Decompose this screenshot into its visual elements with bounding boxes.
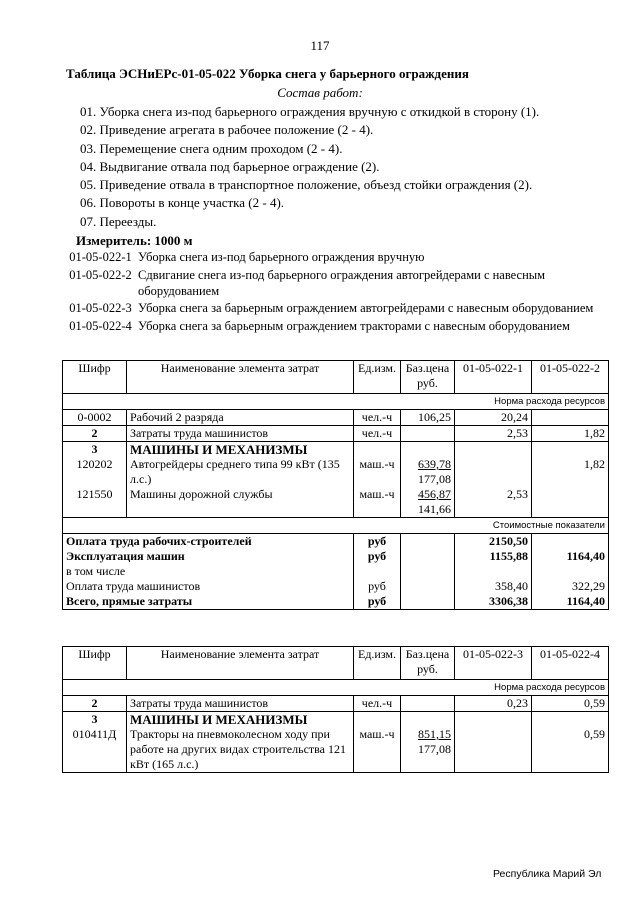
row-name: Тракторы на пневмоколесном ходу при работе на других видах строительства 121 кВт (165 л.с.) xyxy=(127,727,354,773)
cost-value-a: 358,40 xyxy=(455,579,532,594)
code-list xyxy=(63,250,603,337)
cost-unit: руб xyxy=(354,579,401,594)
operation-item: 07. Переезды. xyxy=(80,213,157,229)
row-name: МАШИНЫ И МЕХАНИЗМЫ xyxy=(127,712,354,728)
row-name: Затраты труда машинистов xyxy=(127,696,354,712)
cost-row xyxy=(63,534,609,550)
table-row xyxy=(63,410,609,426)
code-number: 01-05-022-2 xyxy=(69,267,132,282)
code-description: Уборка снега за барьерным ограждением автогрейдерами с навесным оборудованием xyxy=(138,301,594,316)
row-price: 106,25 xyxy=(401,410,455,426)
header-code: Шифр xyxy=(63,361,127,394)
operation-item: 04. Выдвигание отвала под барьерное ограждение (2). xyxy=(80,158,380,174)
header-name: Наименование элемента затрат xyxy=(127,647,354,680)
row-price xyxy=(401,426,455,442)
code-item xyxy=(63,301,603,317)
cost-name: Всего, прямые затраты xyxy=(63,594,354,610)
code-description: Уборка снега за барьерным ограждением тракторами с навесным оборудованием xyxy=(138,319,570,334)
code-number: 01-05-022-1 xyxy=(69,250,132,264)
cost-unit: руб xyxy=(354,549,401,564)
header-unit: Ед.изм. xyxy=(354,647,401,680)
work-composition-heading: Состав работ: xyxy=(277,85,363,100)
operations-list xyxy=(80,103,539,231)
row-code: 3 xyxy=(63,442,127,458)
operation-item: 01. Уборка снега из-под барьерного ограждения вручную с откидкой в сторону (1). xyxy=(80,104,540,119)
row-price xyxy=(401,696,455,712)
cost-unit: руб xyxy=(354,594,401,610)
row-value-b: 1,82 xyxy=(532,426,609,442)
code-number: 01-05-022-4 xyxy=(69,319,132,334)
measure-unit: Измеритель: 1000 м xyxy=(76,233,193,248)
table-row xyxy=(63,442,609,458)
row-code: 3 xyxy=(63,712,127,728)
row-price-secondary: 177,08 xyxy=(418,472,451,486)
row-price: 639,78 xyxy=(418,457,451,471)
header-col-b: 01-05-022-4 xyxy=(532,647,609,680)
cost-name: Оплата труда машинистов xyxy=(63,579,354,594)
cost-caption-row xyxy=(63,518,609,534)
cost-caption: Стоимостные показатели xyxy=(63,518,609,534)
cost-row xyxy=(63,579,609,594)
cost-unit: руб xyxy=(354,534,401,550)
row-value-a: 2,53 xyxy=(455,487,532,518)
cost-value-b: 1164,40 xyxy=(532,594,609,610)
resource-table-1 xyxy=(62,360,609,610)
row-name: Машины дорожной службы xyxy=(127,487,354,518)
row-name: МАШИНЫ И МЕХАНИЗМЫ xyxy=(127,442,354,458)
row-value-a: 0,23 xyxy=(455,696,532,712)
row-code: 121550 xyxy=(63,487,127,518)
cost-value-a: 2150,50 xyxy=(455,534,532,550)
code-description: Уборка снега из-под барьерного ограждения вручную xyxy=(138,250,425,264)
cost-name: Оплата труда рабочих-строителей xyxy=(63,534,354,550)
footer-region: Республика Марий Эл xyxy=(493,868,602,880)
row-code: 2 xyxy=(63,426,127,442)
row-price-secondary: 141,66 xyxy=(418,502,451,516)
norm-caption: Норма расхода ресурсов xyxy=(63,394,609,410)
code-description: Сдвигание снега из-под барьерного ограждения автогрейдерами с навесным оборудованием xyxy=(138,267,546,298)
norm-caption-row xyxy=(63,394,609,410)
header-name: Наименование элемента затрат xyxy=(127,361,354,394)
row-price: 851,15 xyxy=(418,727,451,741)
header-col-a: 01-05-022-3 xyxy=(455,647,532,680)
row-value-a xyxy=(455,727,532,773)
row-unit: маш.-ч xyxy=(354,487,401,518)
norm-caption: Норма расхода ресурсов xyxy=(63,680,609,696)
header-price: Баз.цена руб. xyxy=(401,647,455,680)
operation-item: 05. Приведение отвала в транспортное положение, объезд стойки ограждения (2). xyxy=(80,177,533,193)
row-value-b: 0,59 xyxy=(532,696,609,712)
row-value-b: 1,82 xyxy=(532,457,609,487)
cost-value-b xyxy=(532,534,609,550)
table-row xyxy=(63,712,609,728)
table-row xyxy=(63,696,609,712)
cost-row xyxy=(63,594,609,610)
row-value-b xyxy=(532,487,609,518)
cost-value-a: 3306,38 xyxy=(455,594,532,610)
cost-value-a: 1155,88 xyxy=(455,549,532,564)
row-price-secondary: 177,08 xyxy=(418,742,451,756)
header-col-a: 01-05-022-1 xyxy=(455,361,532,394)
code-item xyxy=(63,268,603,300)
operation-item: 02. Приведение агрегата в рабочее положение (2 - 4). xyxy=(80,122,374,138)
operation-item: 06. Повороты в конце участка (2 - 4). xyxy=(80,195,285,211)
row-name: Автогрейдеры среднего типа 99 кВт (135 л.с.) xyxy=(127,457,354,487)
row-value-b xyxy=(532,410,609,426)
cost-name: Эксплуатация машин xyxy=(63,549,354,564)
row-code: 0-0002 xyxy=(63,410,127,426)
table-header xyxy=(63,647,609,680)
cost-value-b: 322,29 xyxy=(532,579,609,594)
operation-item: 03. Перемещение снега одним проходом (2 - 4). xyxy=(80,140,343,156)
resource-table-2 xyxy=(62,646,609,773)
header-col-b: 01-05-022-2 xyxy=(532,361,609,394)
row-value-a xyxy=(455,457,532,487)
row-value-a: 20,24 xyxy=(455,410,532,426)
cost-value-b: 1164,40 xyxy=(532,549,609,564)
row-name: Затраты труда машинистов xyxy=(127,426,354,442)
row-code: 120202 xyxy=(63,457,127,487)
table-row xyxy=(63,457,609,487)
cost-row xyxy=(63,549,609,564)
row-price: 456,87 xyxy=(418,487,451,501)
header-unit: Ед.изм. xyxy=(354,361,401,394)
row-unit: чел.-ч xyxy=(354,426,401,442)
table-title: Таблица ЭСНиЕРс-01-05-022 Уборка снега у барьерного ограждения xyxy=(66,66,469,81)
header-price: Баз.цена руб. xyxy=(401,361,455,394)
code-item xyxy=(63,319,603,335)
row-unit: чел.-ч xyxy=(354,410,401,426)
page-number: 117 xyxy=(310,38,330,53)
row-unit: чел.-ч xyxy=(354,696,401,712)
row-value-b: 0,59 xyxy=(532,727,609,773)
code-number: 01-05-022-3 xyxy=(69,301,132,316)
code-item xyxy=(63,250,603,266)
row-value-a: 2,53 xyxy=(455,426,532,442)
table-row xyxy=(63,727,609,773)
header-code: Шифр xyxy=(63,647,127,680)
table-row xyxy=(63,426,609,442)
row-unit: маш.-ч xyxy=(354,457,401,487)
cost-name: в том числе xyxy=(63,564,354,579)
norm-caption-row xyxy=(63,680,609,696)
row-code: 010411Д xyxy=(63,727,127,773)
row-name: Рабочий 2 разряда xyxy=(127,410,354,426)
row-unit: маш.-ч xyxy=(354,727,401,773)
cost-unit xyxy=(354,564,401,579)
table-row xyxy=(63,487,609,518)
table-header xyxy=(63,361,609,394)
cost-row xyxy=(63,564,609,579)
row-code: 2 xyxy=(63,696,127,712)
